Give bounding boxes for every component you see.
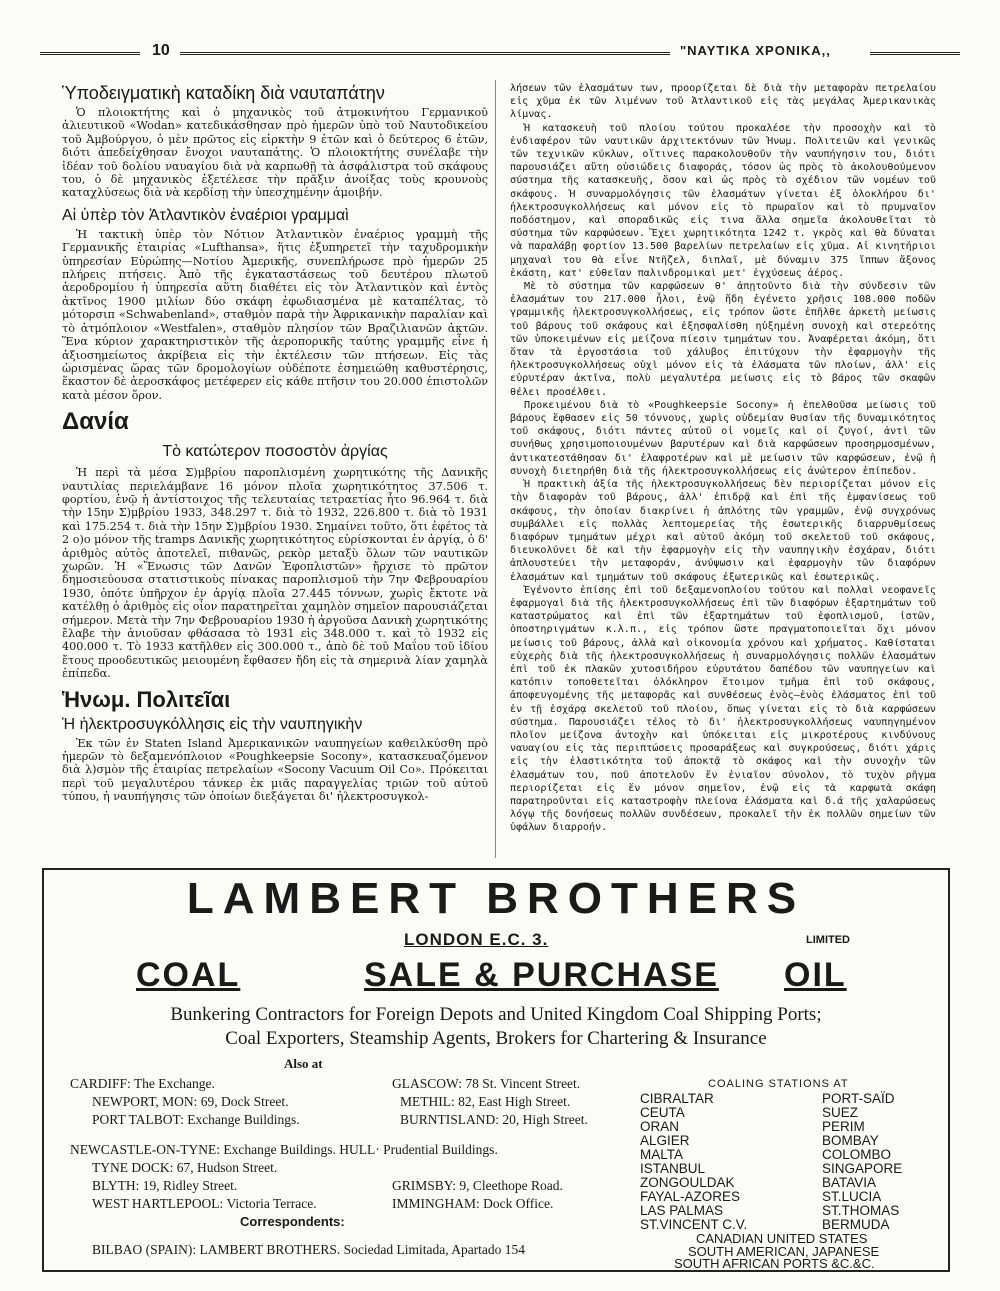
station-left: ISTANBUL: [640, 1161, 706, 1176]
station-region: SOUTH AFRICAN PORTS &C.&C.: [674, 1256, 875, 1271]
ad-office-west-hartlepool: WEST HARTLEPOOL: Victoria Terrace.: [92, 1196, 317, 1211]
ad-office-newport: NEWPORT, MON: 69, Dock Street.: [92, 1094, 289, 1109]
header-rule-right: [870, 52, 960, 55]
station-right: BERMUDA: [822, 1217, 890, 1232]
ad-office-cardiff: CARDIFF: The Exchange.: [70, 1076, 215, 1091]
ad-office-blyth: BLYTH: 19, Ridley Street.: [92, 1178, 238, 1193]
welding-paragraph-4: Προκειμένου διὰ τὸ «Poughkeepsie Socony» ἡ ἐπελθοῦσα μείωσις τοῦ βάρους ἔφθασεν εἰς 50 τόννους, χωρὶς οὐδεμίαν θυσίαν τῆς δυναμικότητος τοῦ σκάφους, διότι πάντες αὐτοῦ οἱ νομεῖς καὶ οἱ ζυγοί, ἀντὶ τῶν συνήθως χρησιμοποιουμένων βαρυτέρων καὶ διὰ καρφώσεων προσηρμοσμένων, ἀντικατεστάθησαν δι' ἐλαφροτέρων καὶ μὲ μείωσιν τῶν καρφώσεων, ἐνῷ ἡ συνοχὴ διετηρήθη διὰ τῆς ἠλεκτροσυγκολλήσεως εἰς ἀνώτερον ἐπίπεδον.: [510, 399, 936, 477]
station-region: CANADIAN UNITED STATES: [696, 1231, 868, 1246]
article-body-atlantic: Ἡ τακτικὴ ὑπὲρ τὸν Νότιον Ἀτλαντικὸν ἐναέριος γραμμὴ τῆς Γερμανικῆς ἑταιρίας «Lufthansa», ἥτις ἐξυπηρετεῖ τὴν ταχυδρομικὴν ὑπηρεσίαν Εὐρώπης—Νοτίου Ἀμερικῆς, συνεπλήρωσε πρὸ ἡμερῶν 25 πλήρεις πτήσεις. Ἀπὸ τῆς ἐγκαταστάσεως τοῦ δευτέρου πλωτοῦ ἀεροδρομίου ἡ ὑπηρεσία αὕτη διαθέτει εἰς τὸν Ἀτλαντικὸν καὶ ἐντὸς ἀκτῖνος 1900 μιλίων δύο σκάφη ἐφωδιασμένα μὲ καταπέλτας, τὸ μότορσιπ «Schwabenland», σταθμὸν παρὰ τὴν Ἀφρικανικὴν παραλίαν καὶ τὸ ἀτμόπλοιον «Westfalen», σταθμὸν πλησίον τῶν Βραζιλιανῶν ἀκτῶν. Ἕνα κύριον χαρακτηριστικὸν τῆς ἀεροπορικῆς ταύτης γραμμῆς εἶνε ἡ ἀξιοσημείωτος ἀκρίβεια εἰς τὴν ἐκτέλεσιν τῶν πτήσεων. Εἰς τὰς ὡρισμένας ὥρας τῶν δρομολογίων οὐδέποτε ἐσημειώθη καθυστέρησις, ἕκαστον δὲ ἀεροσκάφος μετέφερεν εἰς κάθε πτῆσιν του 20.000 ἐπιστολῶν κατὰ μέσον ὅρον.: [62, 227, 488, 402]
section-title-denmark: Δανία: [62, 408, 129, 436]
article-title-welding: Ἡ ἠλεκτροσυγκόλλησις εἰς τὴν ναυπηγικὴν: [62, 715, 363, 733]
article-body-welding: Ἐκ τῶν ἐν Staten Island Ἀμερικανικῶν ναυπηγείων καθειλκύσθη πρὸ ἡμερῶν τὸ δεξαμενόπλοιον «Poughkeepsie Socony», κατασκευαζόμενον διὰ λ)σμὸν τῆς ἑταιρίας πετρελαίων «Socony Vacuum Oil Co». Πρόκειται περὶ τοῦ μεγαλυτέρου τάνκερ ἐκ μιᾶς παραγγελίας τριῶν τοῦ αὐτοῦ τύπου, ἡ ναυπήγησις τῶν ὁποίων διεξάγεται δι' ἠλεκτροσυγκολ-: [62, 736, 488, 804]
ad-office-immingham: IMMINGHAM: Dock Office.: [392, 1196, 554, 1211]
ad-coal: COAL: [136, 956, 241, 994]
station-right: SUEZ: [822, 1105, 859, 1120]
left-column: [62, 82, 488, 804]
ad-sale-purchase: SALE & PURCHASE: [364, 956, 719, 994]
station-left: MALTA: [640, 1147, 684, 1162]
section-title-usa: Ἡνωμ. Πολιτεῖαι: [62, 686, 231, 712]
station-left: ORAN: [640, 1119, 680, 1134]
page-number: 10: [152, 42, 170, 59]
ad-location: LONDON E.C. 3.: [404, 930, 549, 949]
ad-bilbao: BILBAO (SPAIN): LAMBERT BROTHERS. Sociedad Limitada, Apartado 154: [92, 1242, 526, 1257]
station-right: COLOMBO: [822, 1147, 892, 1162]
header-rule-mid: [180, 52, 670, 55]
ad-office-tyne-dock: TYNE DOCK: 67, Hudson Street.: [92, 1160, 278, 1175]
welding-paragraph-3: Μὲ τὸ σύστημα τῶν καρφώσεων θ' ἀπῃτοῦντο διὰ τὴν σύνδεσιν τῶν ἐλασμάτων του 217.000 ἧλοι, ἐνῷ ἤδη ἐγένετο χρῆσις 108.000 ποδῶν γραμμικῆς ἠλεκτροσυγκολλήσεως, εἰς τρόπον ὥστε ἐπῆλθε ἀρκετὴ μείωσις τοῦ βάρους τοῦ σκάφους καὶ ἐξησφαλίσθη ηὐξημένη συνοχὴ καὶ στερεότης τῶν ὑποκειμένων εἰς μείζονα πίεσιν τμημάτων του. Ἀναφέρεται ἀκόμη, ὅτι ὅταν τὰ ἐργοστάσια τοῦ χάλυβος ἐπιτύχουν τὴν ἐφαρμογὴν τῆς ἠλεκτροσυγκολλήσεως οὐχὶ μόνον εἰς τὰ ἐλάσματα τῶν πλοίων, ἀλλ' εἰς εὐρυτέραν ἀκτῖνα, πολὺ μεγαλυτέρα μείωσις εἰς τὸ βάρος τῶν σκαφῶν θέλει προσέλθει.: [510, 281, 936, 398]
ad-limited: LIMITED: [806, 934, 850, 946]
welding-continuation: λήσεων τῶν ἐλασμάτων των, προορίζεται δὲ διὰ τὴν μεταφορὰν πετρελαίου εἰς χῦμα ἐκ τῶν λιμένων τοῦ Ἀτλαντικοῦ εἰς τὰς μεγάλας Ἀμερικανικὰς λίμνας.: [510, 83, 936, 121]
article-body-idle: Ἡ περὶ τὰ μέσα Σ)μβρίου παροπλισμένη χωρητικότης τῆς Δανικῆς ναυτιλίας περιελάμβανε 16 μόνον πλοῖα χωρητικότητος 37.506 τ. φορτίου, ἐνῷ ἡ ἀντίστοιχος τῆς τελευταίας τετραετίας ἦτο 96.964 τ. διὰ τὴν 15ην Σ)μβρίου 1933, 348.297 τ. διὰ τὸ 1932, 226.800 τ. διὰ τὸ 1931 καὶ 175.254 τ. διὰ τὴν 15ην Σ)μβρίου 1930. Σημαίνει τοῦτο, ὅτι ἐφέτος τὰ 2 ο)ο μόνον τῆς tramps Δανικῆς χωρητικότητος εὑρίσκονται ἐν ἀργίᾳ, ὁ δ' ἀριθμὸς αὐτὸς ἀποτελεῖ, πιθανῶς, ρεκὸρ μεταξὺ ὅλων τῶν ναυτικῶν χωρῶν. Ἡ «Ἕνωσις τῶν Δανῶν Ἐφοπλιστῶν» ἤρχισε τὸ πρῶτον δημοσιεύουσα στατιστικοὺς πίνακας παροπλισμοῦ τὴν 7ην Φεβρουαρίου 1930, ὁπότε ὑπῆρχον ἐν ἀργίᾳ πλοῖα 27.445 τόννων, χωρὶς ἔκτοτε νὰ κατέλθῃ ὁ ἀριθμὸς εἰς οἷον παρατηρεῖται χαμηλὸν σημεῖον παρουσιάζεται σήμερον. Μετὰ τὴν 7ην Φεβρουαρίου 1930 ἡ ἀργοῦσα Δανικὴ χωρητικότης ἔλαβε τὴν ἀνιοῦσαν φθάσασα τὸ 1931 εἰς 348.000 τ. καὶ τὸ 1932 εἰς 400.000 τ. Τὸ 1933 κατῆλθεν εἰς 300.000 τ., ἀπὸ δὲ τοῦ Μαΐου τοῦ ἰδίου ἔτους προοδευτικῶς μειουμένη ἔφθασεν ἤδη εἰς τὰ σημερινὰ λίαν χαμηλὰ ἐπίπεδα.: [62, 466, 488, 681]
right-column: [510, 82, 936, 835]
ad-office-burntisland: BURNTISLAND: 20, High Street.: [400, 1112, 588, 1127]
station-left: CEUTA: [640, 1105, 685, 1120]
ad-office-methil: METHIL: 82, East High Street.: [400, 1094, 571, 1109]
station-right: ST.LUCIA: [822, 1189, 882, 1204]
ad-also-at: Also at: [284, 1056, 323, 1071]
station-right: BATAVIA: [822, 1175, 877, 1190]
ad-office-grimsby: GRIMSBY: 9, Cleethope Road.: [392, 1178, 563, 1193]
station-left: FAYAL-AZORES: [640, 1189, 741, 1204]
ad-company-name: LAMBERT BROTHERS: [186, 874, 806, 923]
station-left: ST.VINCENT C.V.: [640, 1217, 748, 1232]
station-right: SINGAPORE: [822, 1161, 903, 1176]
article-body-sabotage: Ὁ πλοιοκτήτης καὶ ὁ μηχανικὸς τοῦ ἀτμοκινήτου Γερμανικοῦ ἁλιευτικοῦ «Wodan» κατεδικάσθησαν πρὸ ἡμερῶν ὑπὸ τοῦ Ναυτοδικείου τοῦ Ἀμβούργου, ὁ μὲν πρῶτος εἰς εἱρκτὴν 9 ἐτῶν καὶ ὁ δεύτερος 6 ἐτῶν, διότι ἀπεδείχθησαν ἔνοχοι ναυταπάτης. Ὁ πλοιοκτήτης συνέλαβε τὴν ἰδέαν τοῦ δολίου ναυαγίου διὰ νὰ καρπωθῇ τὰ ἀσφάλιστρα τοῦ σκάφους του, ὁ δὲ μηχανικὸς ἐξετέλεσε τὴν πρᾶξιν ἀνοίξας τοὺς κρουνοὺς καταχλύσεως διὰ νὰ κερδίσῃ τὴν ὑπεσχημένην ἀμοιβήν.: [62, 106, 488, 200]
ad-office-newcastle: NEWCASTLE-ON-TYNE: Exchange Buildings. HULL· Prudential Buildings.: [70, 1142, 498, 1157]
station-right: PORT-SAÏD: [822, 1091, 895, 1106]
station-left: CIBRALTAR: [640, 1091, 714, 1106]
ad-office-port-talbot: PORT TALBOT: Exchange Buildings.: [92, 1112, 300, 1127]
ad-office-glasgow: GLASCOW: 78 St. Vincent Street.: [392, 1076, 581, 1091]
station-right: PERIM: [822, 1119, 865, 1134]
ad-tagline-2: Coal Exporters, Steamship Agents, Brokers for Chartering & Insurance: [225, 1028, 767, 1049]
lambert-brothers-advertisement: [42, 868, 950, 1272]
page-header: [40, 42, 960, 62]
ad-oil: OIL: [784, 956, 847, 994]
station-left: LAS PALMAS: [640, 1203, 724, 1218]
publication-title: "ΝΑΥΤΙΚΑ ΧΡΟΝΙΚΑ,,: [680, 43, 831, 58]
station-left: ALGIER: [640, 1133, 690, 1148]
welding-paragraph-6: Ἐγένοντο ἐπίσης ἐπὶ τοῦ δεξαμενοπλοίου τούτου καὶ πολλαὶ νεοφανεῖς ἐφαρμογαὶ διὰ τῆς ἠλεκτροσυγκολλήσεως ἐπὶ τῶν διαφόρων ἐξαρτημάτων τοῦ καταστρώματος καὶ ἐπὶ τῶν ἐξαρτημάτων τοῦ ἐφοπλισμοῦ, ἱστῶν, ὁποστηριγμάτων κ.λ.π., εἰς τρόπον ὥστε πραγματοποιεῖται ὄχι μόνον μείωσις τοῦ βάρους, ἀλλὰ καὶ οἰκονομία χρόνου καὶ χρήματος. Καθίσταται εὐχερὴς διὰ τῆς ἠλεκτροσυγκολλήσεως ἡ συναρμολόγησις πολλῶν ἐλασμάτων ἐπὶ τοῦ ἐκ πλακῶν χυτοσιδήρου εὐρυτάτου δαπέδου τῶν ναυπηγείων καὶ κατόπιν τοποθετεῖται ὁλόκληρον ἕτοιμον τμῆμα ἐπὶ τοῦ σκάφους, ἀποφευγομένης τῆς μεταφορᾶς καὶ συνθέσεως ἑνὸς—ἑνὸς ἐλάσματος ἐπὶ τοῦ ἐν τῇ ἐσχάρᾳ σκελετοῦ τοῦ πλοίου, ὅπως γίνεται εἰς τὸ διὰ καρφώσεων σύστημα. Παρουσιάζει τέλος τὸ δι' ἠλεκτροσυγκολλήσεως ναυπηγημένον πλοῖον μείζονα ἀντοχὴν καὶ ὑπόκειται εἰς μικροτέρους κινδύνους ναυαγίου εἰς τὰς περιπτώσεις προσαράξεως καὶ συγκρούσεως, διότι χάρις εἰς τὴν ἐλαστικότητα τοῦ ἀποκτᾷ τὸ σκάφος καὶ τὴν συνοχὴν τῶν ἐλασμάτων του, ποῦ ἀποτελοῦν ἕν ἑνιαῖον σύνολον, τὸ τυχὸν ρῆγμα περιορίζεται εἰς ἕν μόνον σημεῖον, ἐνῷ εἰς τὰ καρφωτὰ σκάφη παρατηροῦνται εἰς καταστροφὴν πλείονα ἐλάσματα καὶ δ.ά τῆς χαλαρώσεως λόγῳ τῆς δονήσεως πολλῶν συνδέσεων, προκαλεῖ τὴν ἐκ πολλῶν σημείων τῶν ὑφάλων διαρροήν.: [510, 584, 936, 834]
coaling-stations-heading: COALING STATIONS AT: [708, 1078, 849, 1090]
station-region: SOUTH AMERICAN, JAPANESE: [688, 1244, 880, 1259]
article-title-atlantic: Αἱ ὑπὲρ τὸν Ἀτλαντικὸν ἐναέριοι γραμμαὶ: [62, 206, 349, 224]
ad-correspondents: Correspondents:: [240, 1214, 345, 1229]
article-title-idle: Τὸ κατώτερον ποσοστὸν ἀργίας: [162, 443, 388, 461]
header-rule-left: [40, 52, 140, 55]
station-right: ST.THOMAS: [822, 1203, 900, 1218]
column-divider: [495, 80, 496, 858]
welding-paragraph-2: Ἡ κατασκευὴ τοῦ πλοίου τούτου προκαλέσε τὴν προσοχὴν καὶ τὸ ἐνδιαφέρον τῶν ναυτικῶν ἀρχιτεκτόνων τῶν Ἡνωμ. Πολιτειῶν καὶ γενικῶς τῶν τεχνικῶν κύκλων, οἵτινες παρακολουθοῦν τὴν ναυπήγησιν του, διότι παρουσιάζει αὕτη οὐσιώδεις διαφοράς, τόσον ὡς πρὸς τὸ ἀκολουθούμενον σύστημα τῆς κατασκευῆς, ὅσον καὶ ὡς πρὸς τὸ σχέδιον τῶν νομέων τοῦ σκάφους. Ἡ συναρμολόγησις τῶν ἐλασμάτων γίνεται ἐξ ὁλοκλήρου δι' ἠλεκτροσυγκολλήσεως καὶ μόνον εἰς τὸ πρωραῖον καὶ τὸ πρυμναῖον ποδόστημον, καὶ σποραδικῶς εἰς τινα ἄλλα σημεῖα ἀκολουθεῖται τὸ σύστημα τῶν καρφώσεων. Ἔχει χωρητικότητα 1242 τ. γκρὸς καὶ θὰ δύναται νὰ παραλάβῃ φορτίον 13.500 βαρελίων πετρελαίων εἰς χῦμα. Αἱ κινητήριοι μηχαναὶ του θὰ εἶνε Ντῆζελ, διπλαῖ, μὲ δύναμιν 375 ἵππων ἄξονος ἑκάστη, κατ' εὐθεῖαν παλινδρομικαὶ μετ' ἐγχύσεως ἀέρος.: [510, 122, 936, 279]
welding-paragraph-5: Ἡ πρακτικὴ ἀξία τῆς ἠλεκτροσυγκολλήσεως δὲν περιορίζεται μόνον εἰς τὴν διαφορὰν τοῦ βάρους, ἀλλ' ἐπιδρᾷ καὶ ἐπὶ τῆς ἐμφανίσεως τοῦ σκάφους, τὴν ὁποίαν διακρίνει ἡ ἁπλότης τῶν γραμμῶν, ἐνῷ συγχρόνως συμβάλλει εἰς πολλὰς λεπτομερείας τῆς ἐσωτερικῆς διαρρυθμίσεως διαφόρων τμημάτων μέχρι καὶ αὐτοῦ ἀκόμη τοῦ σκελετοῦ τοῦ σκάφους, διευκολύνει δὲ καὶ τὴν ἐφαρμογὴν εἰς τὴν ναυπηγικὴν ἐσχάραν, διότι ἁπλουστεύει τὴν μεταφοράν, ἀνύψωσιν καὶ ἐφαρμογὴν τῶν διαφόρων ἐλασμάτων καὶ τμημάτων τοῦ σκάφους ἐξωτερικῶς καὶ ἐσωτερικῶς.: [510, 479, 936, 583]
ad-tagline-1: Bunkering Contractors for Foreign Depots and United Kingdom Coal Shipping Ports;: [170, 1004, 822, 1025]
station-right: BOMBAY: [822, 1133, 879, 1148]
station-left: ZONGOULDAK: [640, 1175, 735, 1190]
article-title-sabotage: Ὑποδειγματικὴ καταδίκη διὰ ναυταπάτην: [62, 83, 385, 103]
